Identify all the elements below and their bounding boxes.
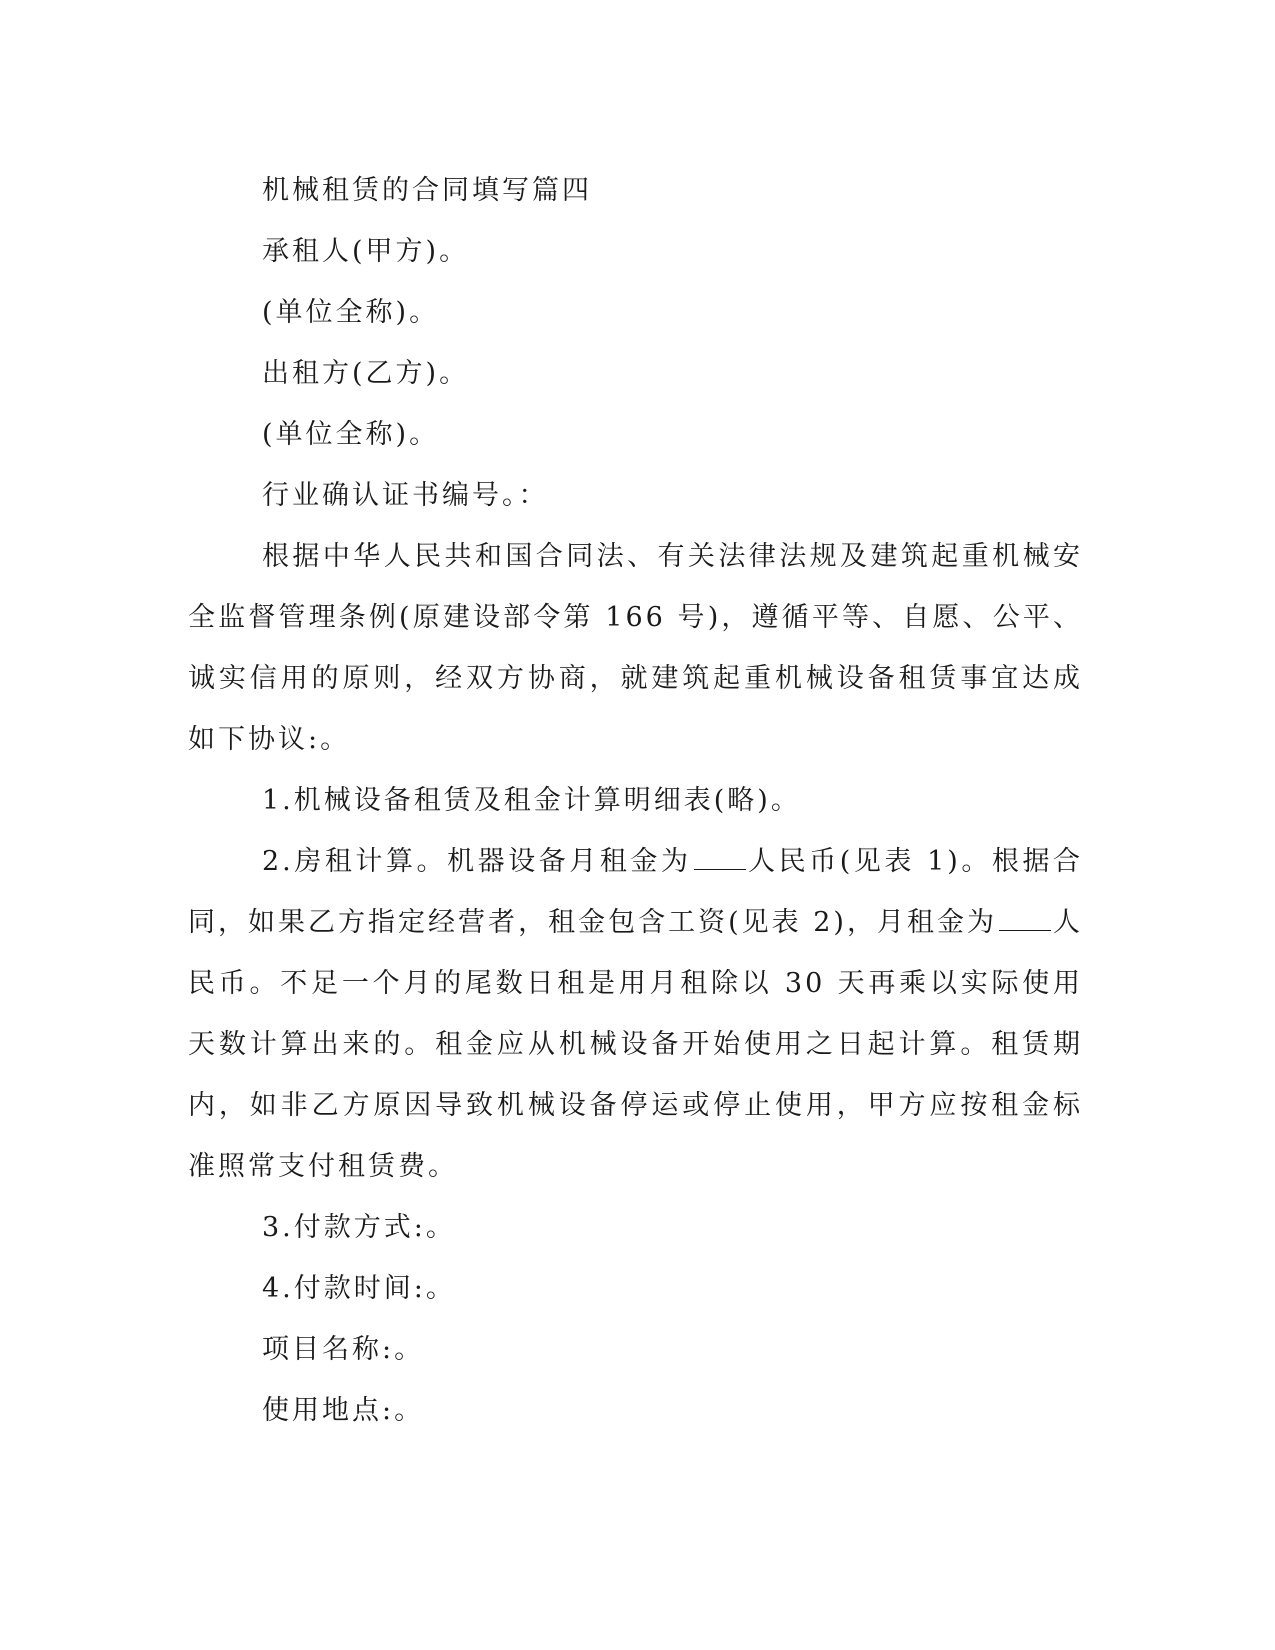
monthly-rent-blank — [694, 843, 746, 870]
clause-2-text-c: 人民币。不足一个月的尾数日租是用月租除以 30 天再乘以实际使用天数计算出来的。租金应从机械设备开始使用之日起计算。租赁期内，如非乙方原因导致机械设备停运或停止使用，甲方应按租金标准照常支付租赁费。 — [188, 907, 1084, 1182]
clause-4: 4.付款时间:。 — [262, 1273, 456, 1304]
clause-3: 3.付款方式:。 — [262, 1212, 456, 1243]
certificate-number: 行业确认证书编号。： — [262, 480, 549, 511]
lessor-label: 出租方(乙方)。 — [262, 358, 470, 389]
document-body — [188, 160, 1083, 1441]
clause-1: 1.机械设备租赁及租金计算明细表(略)。 — [262, 785, 801, 816]
lessee-label: 承租人(甲方)。 — [262, 236, 470, 267]
preamble-paragraph: 根据中华人民共和国合同法、有关法律法规及建筑起重机械安全监督管理条例(原建设部令第 166 号)，遵循平等、自愿、公平、诚实信用的原则，经双方协商，就建筑起重机械设备租赁事宜达成如下协议:。 — [188, 541, 1083, 755]
clause-2-text-b: 人民币(见表 1)。根据合同，如果乙方指定经营者，租金包含工资(见表 2)，月租金为 — [188, 846, 1084, 938]
project-name: 项目名称:。 — [262, 1334, 425, 1365]
lessee-name: (单位全称)。 — [262, 297, 440, 328]
usage-location: 使用地点:。 — [262, 1395, 425, 1426]
lessor-name: (单位全称)。 — [262, 419, 440, 450]
clause-2 — [188, 831, 1083, 1197]
clause-2-text-a: 2.房租计算。机器设备月租金为 — [262, 846, 692, 877]
document-title: 机械租赁的合同填写篇四 — [262, 175, 592, 206]
monthly-rent-with-wage-blank — [999, 904, 1051, 931]
